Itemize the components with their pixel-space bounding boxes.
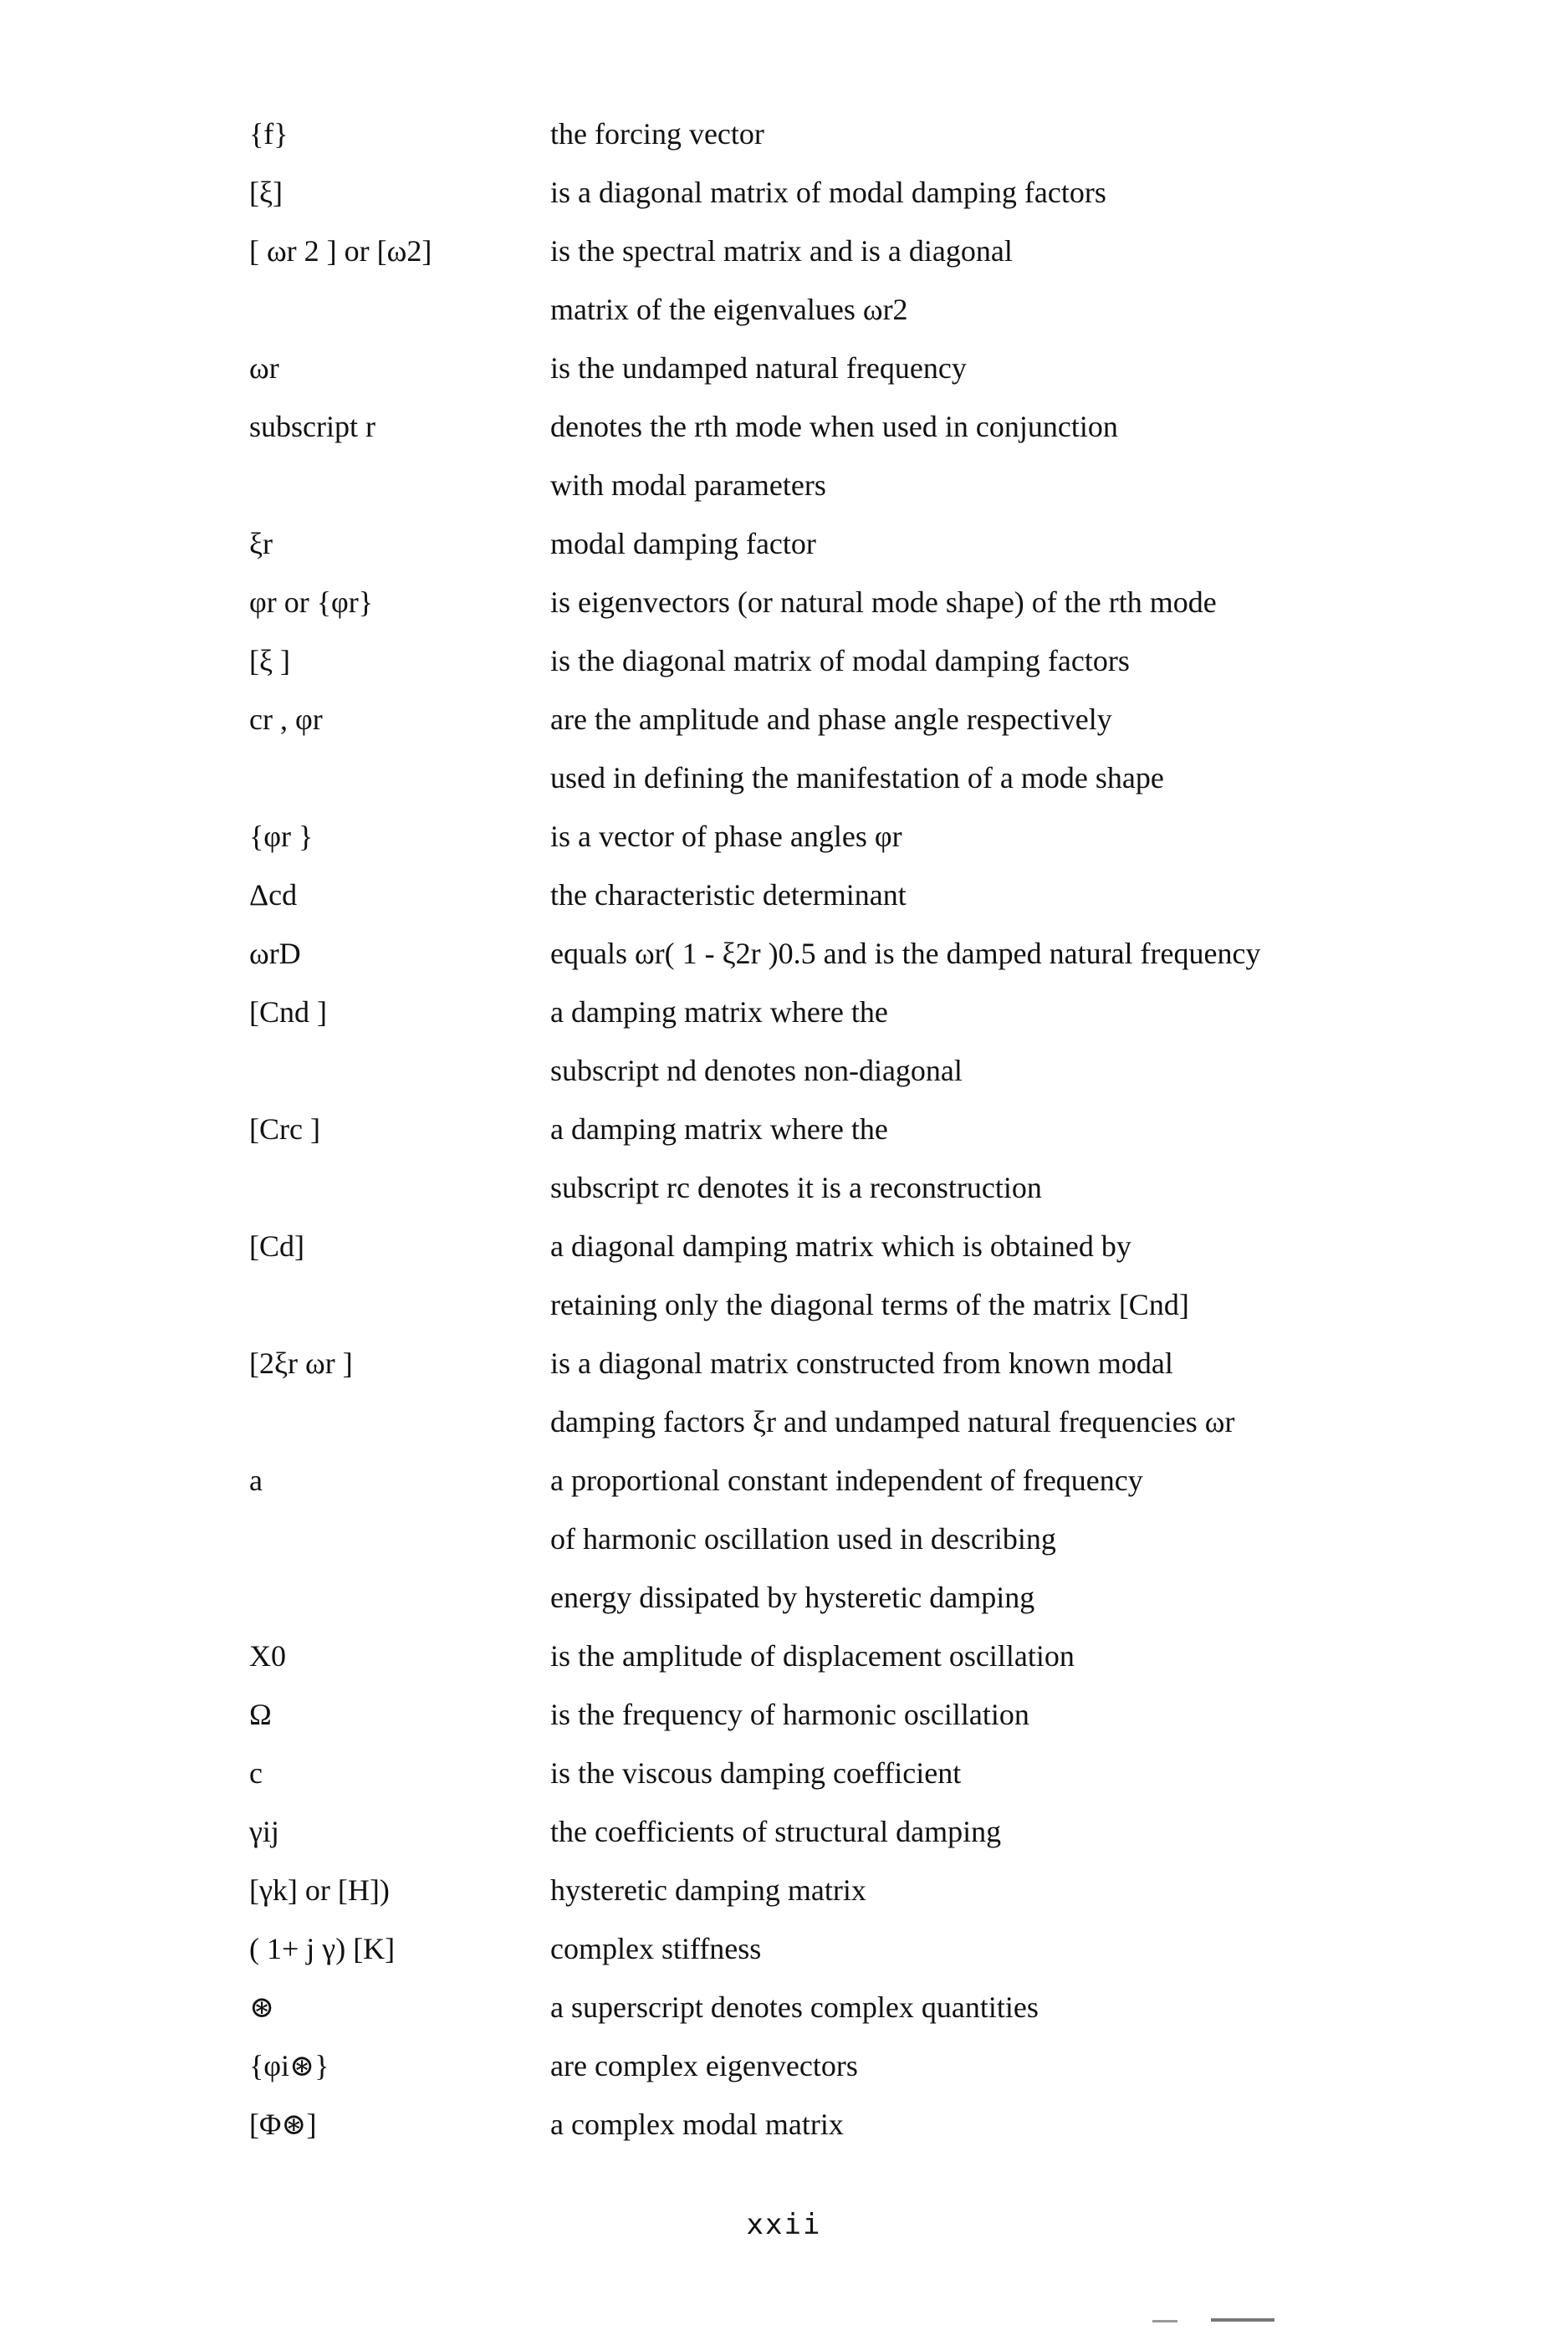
definition: energy dissipated by hysteretic damping — [550, 1581, 1035, 1614]
definition: denotes the rth mode when used in conjunction — [550, 410, 1118, 443]
symbol: [2ξr ωr ] — [249, 1346, 353, 1380]
symbol: c — [249, 1756, 263, 1790]
nomenclature-row — [0, 1755, 1568, 1813]
symbol: ωr — [249, 351, 279, 385]
definition: subscript nd denotes non-diagonal — [550, 1054, 963, 1087]
definition: damping factors ξr and undamped natural frequencies ωr — [550, 1405, 1235, 1438]
definition: hysteretic damping matrix — [550, 1873, 866, 1907]
definition: is the amplitude of displacement oscillation — [550, 1639, 1075, 1673]
symbol: Ω — [249, 1698, 272, 1731]
definition: are the amplitude and phase angle respectively — [550, 703, 1112, 736]
definition: a proportional constant independent of frequency — [550, 1464, 1143, 1497]
nomenclature-row — [0, 1052, 1568, 1111]
nomenclature-row — [0, 818, 1568, 876]
nomenclature-row — [0, 1169, 1568, 1228]
symbol: {φr } — [249, 820, 314, 853]
symbol: [Φ⊛] — [249, 2108, 317, 2141]
nomenclature-row — [0, 1579, 1568, 1638]
nomenclature-row — [0, 1345, 1568, 1403]
definition: a complex modal matrix — [550, 2108, 844, 2141]
definition: is the diagonal matrix of modal damping factors — [550, 644, 1130, 677]
nomenclature-row — [0, 1462, 1568, 1520]
symbol: [Crc ] — [249, 1112, 320, 1146]
definition: matrix of the eigenvalues ωr2 — [550, 293, 908, 326]
nomenclature-row — [0, 1520, 1568, 1579]
nomenclature-row — [0, 1286, 1568, 1345]
definition: is the undamped natural frequency — [550, 351, 967, 385]
definition: the characteristic determinant — [550, 878, 907, 912]
nomenclature-row — [0, 174, 1568, 232]
symbol: {φi⊛} — [249, 2049, 329, 2082]
definition: is the spectral matrix and is a diagonal — [550, 234, 1013, 268]
symbol: [Cd] — [249, 1229, 304, 1263]
symbol: [γk] or [H]) — [249, 1873, 390, 1907]
symbol: [Cnd ] — [249, 995, 327, 1029]
definition: is a diagonal matrix constructed from known modal — [550, 1346, 1173, 1380]
scan-artifact — [1152, 2320, 1177, 2322]
nomenclature-row — [0, 115, 1568, 174]
definition: a damping matrix where the — [550, 1112, 888, 1146]
symbol: [ξ ] — [249, 644, 291, 677]
nomenclature-row — [0, 1989, 1568, 2047]
definition: of harmonic oscillation used in describing — [550, 1522, 1056, 1556]
scan-artifact — [1211, 2318, 1274, 2322]
definition: a damping matrix where the — [550, 995, 888, 1029]
symbol: subscript r — [249, 410, 375, 443]
nomenclature-row — [0, 584, 1568, 642]
nomenclature-row — [0, 232, 1568, 291]
nomenclature-row — [0, 2106, 1568, 2164]
nomenclature-row — [0, 1638, 1568, 1696]
definition: is a vector of phase angles φr — [550, 820, 902, 853]
nomenclature-row — [0, 876, 1568, 935]
symbol: {f} — [249, 117, 289, 151]
symbol: ξr — [249, 527, 273, 560]
definition: is the frequency of harmonic oscillation — [550, 1698, 1029, 1731]
nomenclature-row — [0, 408, 1568, 467]
definition: is a diagonal matrix of modal damping factors — [550, 176, 1106, 209]
symbol: cr , φr — [249, 703, 323, 736]
symbol: ωrD — [249, 937, 301, 970]
definition: the coefficients of structural damping — [550, 1815, 1002, 1848]
page-number: xxii — [746, 2208, 822, 2241]
definition: modal damping factor — [550, 527, 816, 560]
symbol: ⊛ — [249, 1990, 275, 2024]
definition: are complex eigenvectors — [550, 2049, 858, 2082]
symbol: [ξ] — [249, 176, 283, 209]
nomenclature-row — [0, 467, 1568, 525]
nomenclature-row — [0, 350, 1568, 408]
definition: equals ωr( 1 - ξ2r )0.5 and is the damped natural frequency — [550, 937, 1261, 970]
nomenclature-row — [0, 1696, 1568, 1755]
definition: complex stiffness — [550, 1932, 762, 1965]
symbol: γij — [249, 1815, 279, 1848]
nomenclature-row — [0, 642, 1568, 701]
symbol: X0 — [249, 1639, 286, 1673]
nomenclature-row — [0, 1403, 1568, 1462]
definition: with modal parameters — [550, 468, 826, 502]
definition: a diagonal damping matrix which is obtained by — [550, 1229, 1131, 1263]
symbol: φr or {φr} — [249, 585, 374, 619]
nomenclature-row — [0, 1930, 1568, 1989]
definition: retaining only the diagonal terms of the matrix [Cnd] — [550, 1288, 1189, 1321]
symbol: [ ωr 2 ] or [ω2] — [249, 234, 432, 268]
nomenclature-row — [0, 1813, 1568, 1872]
nomenclature-row — [0, 291, 1568, 350]
nomenclature-row — [0, 935, 1568, 994]
definition: used in defining the manifestation of a mode shape — [550, 761, 1164, 795]
nomenclature-row — [0, 759, 1568, 818]
definition: is the viscous damping coefficient — [550, 1756, 962, 1790]
nomenclature-row — [0, 701, 1568, 759]
definition: a superscript denotes complex quantities — [550, 1990, 1039, 2024]
symbol: Δcd — [249, 878, 298, 912]
nomenclature-row — [0, 525, 1568, 584]
nomenclature-row — [0, 2047, 1568, 2106]
symbol: a — [249, 1464, 263, 1497]
definition: the forcing vector — [550, 117, 764, 151]
definition: subscript rc denotes it is a reconstruction — [550, 1171, 1042, 1204]
symbol: ( 1+ j γ) [K] — [249, 1932, 396, 1965]
nomenclature-row — [0, 1872, 1568, 1930]
nomenclature-row — [0, 1111, 1568, 1169]
definition: is eigenvectors (or natural mode shape) of the rth mode — [550, 585, 1217, 619]
nomenclature-row — [0, 1228, 1568, 1286]
nomenclature-row — [0, 994, 1568, 1052]
